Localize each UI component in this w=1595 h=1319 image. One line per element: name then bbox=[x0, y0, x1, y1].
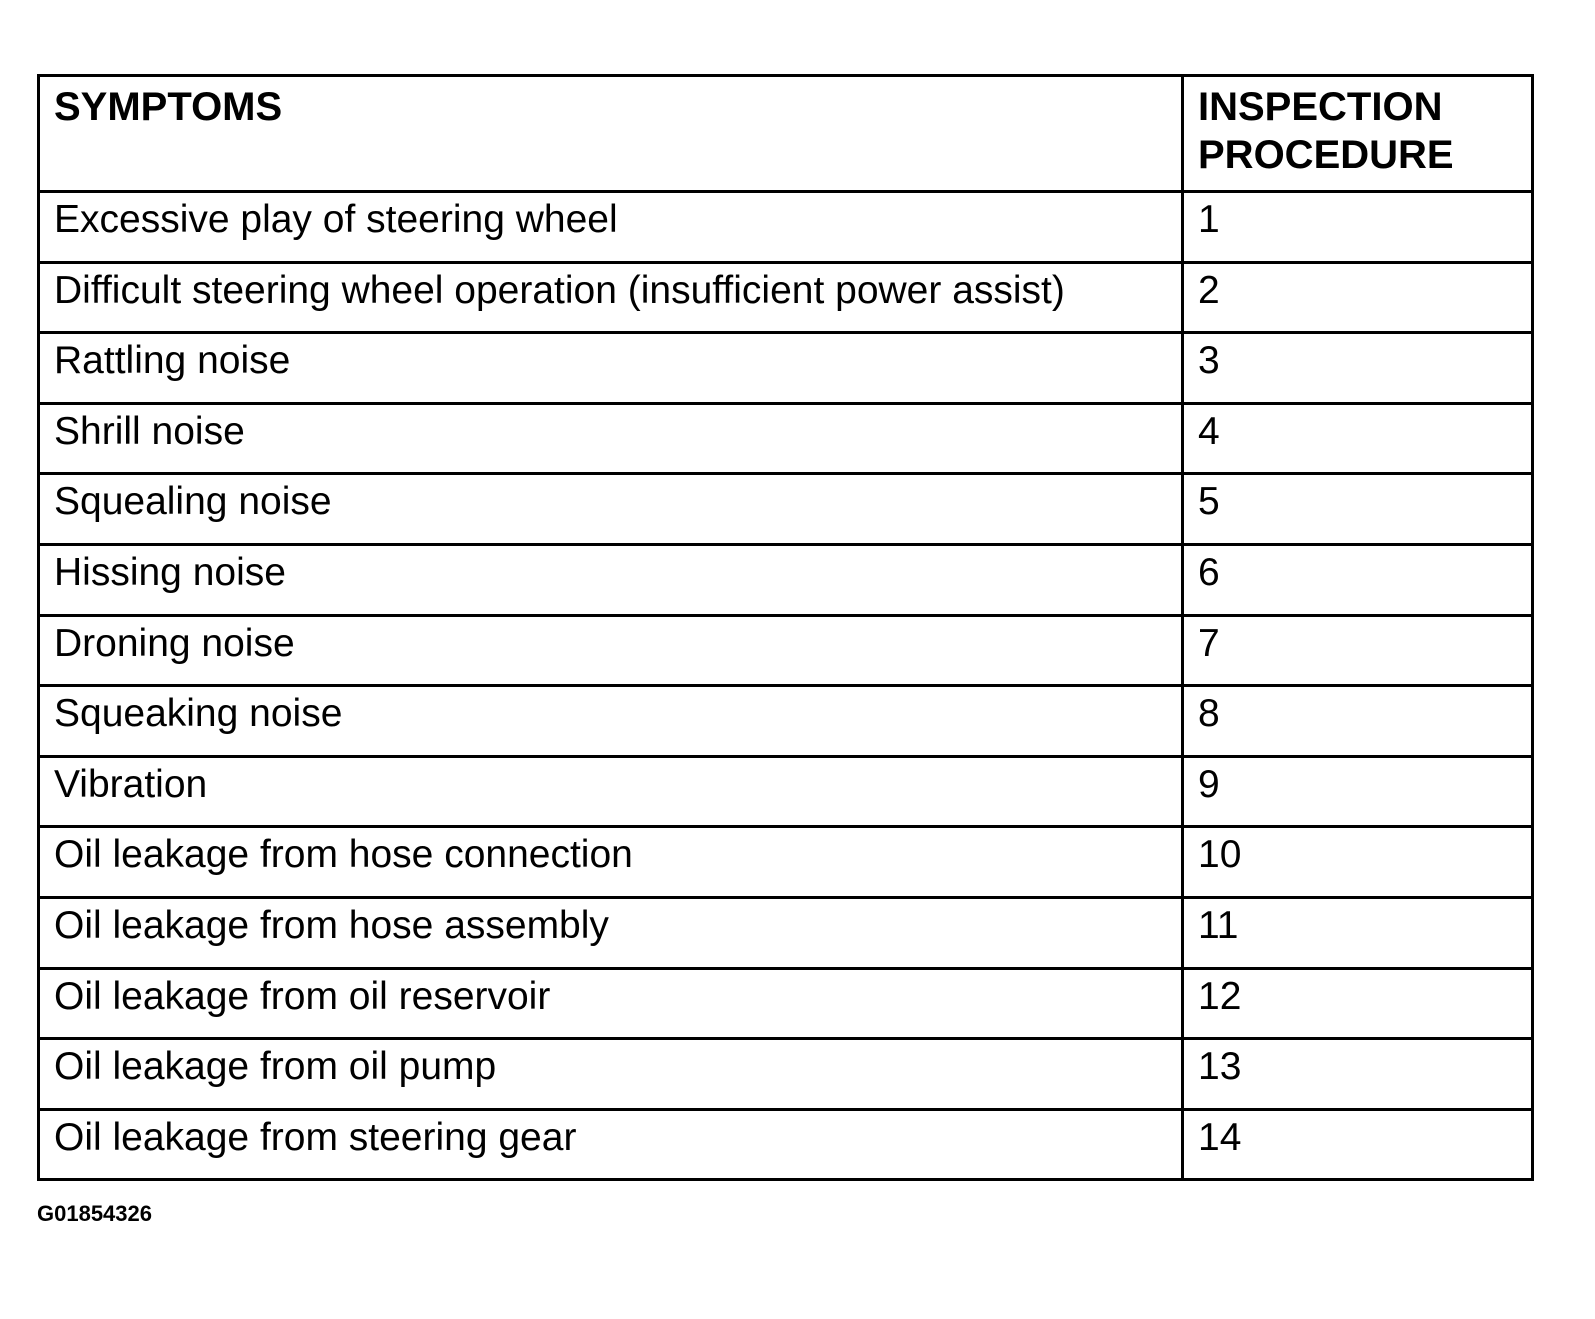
symptom-cell: Squealing noise bbox=[39, 474, 1183, 545]
procedure-cell: 6 bbox=[1183, 544, 1533, 615]
symptom-cell: Rattling noise bbox=[39, 333, 1183, 404]
symptom-cell: Oil leakage from oil pump bbox=[39, 1039, 1183, 1110]
procedure-cell: 4 bbox=[1183, 403, 1533, 474]
table-row bbox=[39, 897, 1533, 968]
table-row bbox=[39, 192, 1533, 263]
symptom-cell: Oil leakage from oil reservoir bbox=[39, 968, 1183, 1039]
table-row bbox=[39, 1039, 1533, 1110]
procedure-cell: 8 bbox=[1183, 686, 1533, 757]
procedure-cell: 14 bbox=[1183, 1109, 1533, 1180]
table-row bbox=[39, 474, 1533, 545]
table-row bbox=[39, 1109, 1533, 1180]
table-header-row bbox=[39, 76, 1533, 192]
symptom-procedure-table bbox=[37, 74, 1534, 1181]
procedure-cell: 5 bbox=[1183, 474, 1533, 545]
table-row bbox=[39, 686, 1533, 757]
procedure-cell: 13 bbox=[1183, 1039, 1533, 1110]
table-row bbox=[39, 544, 1533, 615]
symptom-table-container bbox=[37, 74, 1531, 1181]
procedure-cell: 9 bbox=[1183, 756, 1533, 827]
symptom-cell: Hissing noise bbox=[39, 544, 1183, 615]
table-row bbox=[39, 827, 1533, 898]
table-row bbox=[39, 756, 1533, 827]
table-row bbox=[39, 262, 1533, 333]
procedure-cell: 1 bbox=[1183, 192, 1533, 263]
table-row bbox=[39, 333, 1533, 404]
procedure-cell: 11 bbox=[1183, 897, 1533, 968]
figure-id-label: G01854326 bbox=[37, 1201, 152, 1226]
procedure-cell: 12 bbox=[1183, 968, 1533, 1039]
table-row bbox=[39, 403, 1533, 474]
symptom-cell: Oil leakage from hose connection bbox=[39, 827, 1183, 898]
symptom-cell: Droning noise bbox=[39, 615, 1183, 686]
header-symptoms: SYMPTOMS bbox=[39, 76, 1183, 192]
symptom-cell: Excessive play of steering wheel bbox=[39, 192, 1183, 263]
table-row bbox=[39, 615, 1533, 686]
header-inspection-procedure: INSPECTION PROCEDURE bbox=[1183, 76, 1533, 192]
symptom-cell: Vibration bbox=[39, 756, 1183, 827]
procedure-cell: 2 bbox=[1183, 262, 1533, 333]
symptom-cell: Oil leakage from hose assembly bbox=[39, 897, 1183, 968]
symptom-cell: Squeaking noise bbox=[39, 686, 1183, 757]
symptom-cell: Shrill noise bbox=[39, 403, 1183, 474]
symptom-cell: Difficult steering wheel operation (insufficient power assist) bbox=[39, 262, 1183, 333]
symptom-cell: Oil leakage from steering gear bbox=[39, 1109, 1183, 1180]
procedure-cell: 3 bbox=[1183, 333, 1533, 404]
table-row bbox=[39, 968, 1533, 1039]
procedure-cell: 7 bbox=[1183, 615, 1533, 686]
procedure-cell: 10 bbox=[1183, 827, 1533, 898]
